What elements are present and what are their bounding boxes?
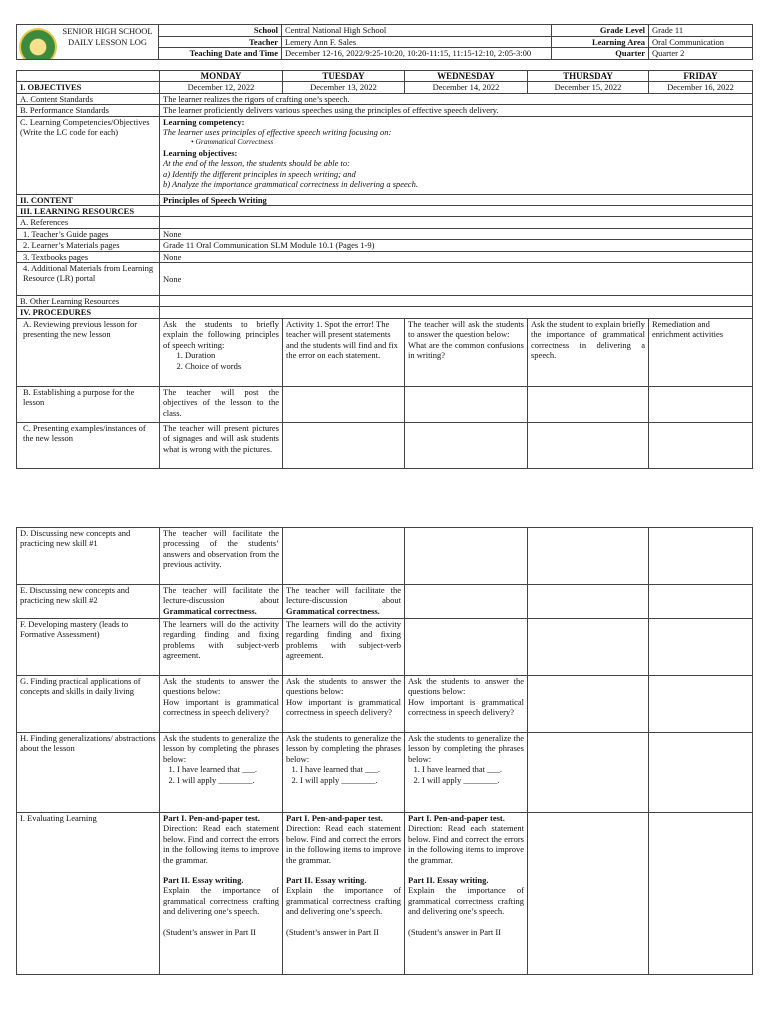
proc-h-monday: [160, 733, 283, 813]
proc-i-wednesday-part2-text: Explain the importance of grammatical correctness crafting and delivering one’s speech.: [408, 885, 524, 917]
proc-e-label: E. Discussing new concepts and practicing new skill #2: [17, 585, 160, 619]
proc-i-wednesday-note: (Student’s answer in Part II: [408, 926, 502, 937]
proc-d-thursday: [528, 528, 649, 585]
proc-f-wednesday: [405, 619, 528, 676]
school-logo-icon: [19, 27, 57, 59]
proc-i-tuesday-part2-text: Explain the importance of grammatical correctness crafting and delivering one’s speech.: [286, 885, 401, 917]
proc-a-wednesday: [405, 318, 528, 386]
proc-g-thursday: [528, 676, 649, 733]
proc-b-monday: The teacher will post the objectives of the lesson to the class.: [160, 386, 283, 422]
proc-h-thursday: [528, 733, 649, 813]
proc-h-tuesday: [283, 733, 405, 813]
quarter-label: Quarter: [552, 48, 649, 60]
teaching-time-label: Teaching Date and Time: [159, 48, 282, 60]
proc-i-wednesday: [405, 813, 528, 975]
proc-a-wednesday-text: The teacher will ask the students to answer the question below:: [408, 318, 524, 340]
objective-b: b) Analyze the importance grammatical correctness in delivering a speech.: [163, 179, 418, 190]
proc-f-monday: The learners will do the activity regarding finding and fixing problems with subject-verb agreement.: [160, 619, 283, 676]
other-resources-label: B. Other Learning Resources: [17, 296, 160, 307]
teaching-time-value: December 12-16, 2022/9:25-10:20, 10:20-11:15, 11:15-12:10, 2:05-3:00: [282, 48, 552, 60]
lesson-table-1: [16, 70, 753, 469]
proc-c-wednesday: [405, 422, 528, 468]
proc-e-friday: [649, 585, 753, 619]
proc-i-tuesday-part1-text: Direction: Read each statement below. Find and correct the errors in the following items to improve the grammar.: [286, 823, 401, 865]
proc-i-monday-part1-text: Direction: Read each statement below. Find and correct the errors in the following items to improve the grammar.: [163, 823, 279, 865]
proc-g-tuesday-text: Ask the students to answer the questions below:: [286, 676, 401, 697]
resources-heading: III. LEARNING RESOURCES: [17, 206, 160, 217]
textbooks-label: 3. Textbooks pages: [17, 251, 160, 262]
date-friday: December 16, 2022: [649, 82, 753, 93]
proc-i-thursday: [528, 813, 649, 975]
proc-i-wednesday-part1: Part I. Pen-and-paper test.: [408, 813, 505, 823]
textbooks-value: None: [160, 251, 753, 262]
proc-h-tuesday-item-2: 2. I will apply ________.: [300, 775, 401, 785]
proc-d-wednesday: [405, 528, 528, 585]
proc-h-wednesday-item-2: 2. I will apply ________.: [422, 775, 524, 785]
proc-g-wednesday: [405, 676, 528, 733]
proc-d-tuesday: [283, 528, 405, 585]
competencies-cell: [160, 116, 753, 194]
proc-e-thursday: [528, 585, 649, 619]
proc-g-friday: [649, 676, 753, 733]
proc-b-label: B. Establishing a purpose for the lesson: [17, 386, 160, 422]
day-tuesday: TUESDAY: [283, 71, 405, 82]
proc-d-label: D. Discussing new concepts and practicing new skill #1: [17, 528, 160, 585]
proc-a-wednesday-question: What are the common confusions in writing?: [408, 339, 524, 361]
proc-c-tuesday: [283, 422, 405, 468]
proc-e-monday: [160, 585, 283, 619]
title-line-1: SENIOR HIGH SCHOOL: [62, 26, 153, 36]
quarter-value: Quarter 2: [649, 48, 753, 60]
date-monday: December 12, 2022: [160, 82, 283, 93]
teacher-value: Lemery Ann F. Sales: [282, 36, 552, 48]
proc-i-tuesday-part1: Part I. Pen-and-paper test.: [286, 813, 383, 823]
day-thursday: THURSDAY: [528, 71, 649, 82]
grade-level-value: Grade 11: [649, 25, 753, 37]
date-thursday: December 15, 2022: [528, 82, 649, 93]
proc-c-friday: [649, 422, 753, 468]
lesson-table-part-1: [16, 70, 752, 469]
objectives-intro: At the end of the lesson, the students should be able to:: [163, 158, 350, 169]
additional-materials-label: 4. Additional Materials from Learning Resource (LR) portal: [17, 263, 160, 296]
teacher-label: Teacher: [159, 36, 282, 48]
proc-i-wednesday-part1-text: Direction: Read each statement below. Find and correct the errors in the following items to improve the grammar.: [408, 823, 524, 865]
proc-e-tuesday-text: The teacher will facilitate the lecture-discussion about: [286, 585, 401, 606]
proc-h-friday: [649, 733, 753, 813]
proc-h-label: H. Finding generalizations/ abstractions about the lesson: [17, 733, 160, 813]
date-wednesday: December 14, 2022: [405, 82, 528, 93]
proc-a-label: A. Reviewing previous lesson for presenting the new lesson: [17, 318, 160, 386]
proc-g-label: G. Finding practical applications of concepts and skills in daily living: [17, 676, 160, 733]
proc-h-tuesday-text: Ask the students to generalize the lesson by completing the phrases below:: [286, 733, 401, 764]
school-value: Central National High School: [282, 25, 552, 37]
date-tuesday: December 13, 2022: [283, 82, 405, 93]
proc-b-wednesday: [405, 386, 528, 422]
lesson-table-2: [16, 527, 753, 975]
competencies-label: C. Learning Competencies/Objectives (Write the LC code for each): [17, 116, 160, 194]
objective-a: a) Identify the different principles in speech writing; and: [163, 168, 356, 179]
proc-c-label: C. Presenting examples/instances of the new lesson: [17, 422, 160, 468]
proc-i-monday-note: (Student’s answer in Part II: [163, 926, 257, 937]
procedures-heading: IV. PROCEDURES: [17, 307, 160, 318]
proc-i-tuesday: [283, 813, 405, 975]
proc-b-friday: [649, 386, 753, 422]
proc-f-friday: [649, 619, 753, 676]
proc-b-tuesday: [283, 386, 405, 422]
procedures-blank: [160, 307, 753, 318]
proc-i-tuesday-part2: Part II. Essay writing.: [286, 875, 367, 886]
resources-blank: [160, 206, 753, 217]
proc-i-monday-part2-text: Explain the importance of grammatical correctness crafting and delivering one’s speech.: [163, 885, 279, 917]
proc-h-wednesday: [405, 733, 528, 813]
competency-title: Learning competency:: [163, 116, 245, 127]
header-table: [16, 24, 753, 60]
title-line-2: DAILY LESSON LOG: [67, 37, 148, 47]
proc-f-thursday: [528, 619, 649, 676]
proc-h-monday-text: Ask the students to generalize the lesson by completing the phrases below:: [163, 733, 279, 764]
proc-h-tuesday-item-1: 1. I have learned that ___.: [300, 764, 401, 774]
content-heading: II. CONTENT: [17, 194, 160, 205]
proc-a-thursday: Ask the student to explain briefly the importance of grammatical correctness in delivering a speech.: [528, 318, 649, 386]
teachers-guide-label: 1. Teacher’s Guide pages: [17, 228, 160, 239]
competency-text: The learner uses principles of effective speech writing focusing on:: [163, 127, 392, 138]
learners-materials-value: Grade 11 Oral Communication SLM Module 10.1 (Pages 1-9): [160, 240, 753, 251]
proc-h-wednesday-text: Ask the students to generalize the lesson by completing the phrases below:: [408, 733, 524, 764]
content-standards-label: A. Content Standards: [17, 93, 160, 104]
references-label: A. References: [17, 217, 160, 228]
proc-e-monday-text: The teacher will facilitate the lecture-discussion about: [163, 585, 279, 606]
proc-a-monday-item-1: 1. Duration: [185, 350, 279, 360]
proc-a-monday-item-2: 2. Choice of words: [185, 361, 279, 371]
teachers-guide-value: None: [160, 228, 753, 239]
school-label: School: [159, 25, 282, 37]
proc-h-wednesday-item-1: 1. I have learned that ___.: [422, 764, 524, 774]
proc-g-monday-text: Ask the students to answer the questions below:: [163, 676, 279, 697]
other-resources-blank: [160, 296, 753, 307]
day-friday: FRIDAY: [649, 71, 753, 82]
proc-a-monday-text: Ask the students to briefly explain the following principles of speech writing:: [163, 318, 279, 350]
proc-g-monday: [160, 676, 283, 733]
proc-f-tuesday: The learners will do the activity regarding finding and fixing problems with subject-verb agreement.: [283, 619, 405, 676]
proc-i-label: I. Evaluating Learning: [17, 813, 160, 975]
proc-i-friday: [649, 813, 753, 975]
competency-bullet: • Grammatical Correctness: [191, 137, 274, 147]
proc-d-monday: The teacher will facilitate the processing of the students’ answers and observation from the previous activity.: [160, 528, 283, 585]
corner-cell: [17, 71, 160, 82]
day-monday: MONDAY: [160, 71, 283, 82]
proc-i-monday-part1: Part I. Pen-and-paper test.: [163, 813, 260, 823]
learning-area-label: Learning Area: [552, 36, 649, 48]
proc-i-monday: [160, 813, 283, 975]
proc-c-monday: The teacher will present pictures of signages and will ask students what is wrong with the pictures.: [160, 422, 283, 468]
references-blank: [160, 217, 753, 228]
proc-a-tuesday: Activity 1. Spot the error! The teacher will present statements and the students will find and fix the error on each statement.: [283, 318, 405, 386]
proc-g-tuesday: [283, 676, 405, 733]
objectives-title: Learning objectives:: [163, 147, 238, 158]
header-block: [16, 24, 752, 60]
content-standards-value: The learner realizes the rigors of crafting one’s speech.: [160, 93, 753, 104]
proc-i-tuesday-note: (Student’s answer in Part II: [286, 926, 380, 937]
proc-g-monday-question: How important is grammatical correctness in speech delivery?: [163, 696, 279, 718]
proc-g-wednesday-text: Ask the students to answer the questions below:: [408, 676, 524, 697]
additional-materials-value: None: [160, 263, 753, 296]
proc-h-monday-item-2: 2. I will apply ________.: [177, 775, 279, 785]
proc-g-tuesday-question: How important is grammatical correctness in speech delivery?: [286, 696, 401, 718]
learners-materials-label: 2. Learner’s Materials pages: [17, 240, 160, 251]
proc-c-thursday: [528, 422, 649, 468]
proc-e-monday-bold: Grammatical correctness.: [163, 605, 257, 616]
proc-e-wednesday: [405, 585, 528, 619]
grade-level-label: Grade Level: [552, 25, 649, 37]
proc-b-thursday: [528, 386, 649, 422]
performance-standards-value: The learner proficiently delivers various speeches using the principles of effective speech delivery.: [160, 105, 753, 116]
day-wednesday: WEDNESDAY: [405, 71, 528, 82]
proc-e-tuesday-bold: Grammatical correctness.: [286, 605, 380, 616]
content-value: Principles of Speech Writing: [160, 194, 753, 205]
learning-area-value: Oral Communication: [649, 36, 753, 48]
proc-a-friday: Remediation and enrichment activities: [649, 318, 753, 386]
lesson-table-part-2: [16, 527, 752, 975]
proc-i-wednesday-part2: Part II. Essay writing.: [408, 875, 489, 886]
proc-f-label: F. Developing mastery (leads to Formative Assessment): [17, 619, 160, 676]
proc-d-friday: [649, 528, 753, 585]
performance-standards-label: B. Performance Standards: [17, 105, 160, 116]
header-title-cell: [17, 25, 159, 60]
objectives-heading: I. OBJECTIVES: [17, 82, 160, 93]
proc-g-wednesday-question: How important is grammatical correctness in speech delivery?: [408, 696, 524, 718]
proc-h-monday-item-1: 1. I have learned that ___.: [177, 764, 279, 774]
proc-i-monday-part2: Part II. Essay writing.: [163, 875, 244, 886]
proc-a-monday: [160, 318, 283, 386]
proc-e-tuesday: [283, 585, 405, 619]
